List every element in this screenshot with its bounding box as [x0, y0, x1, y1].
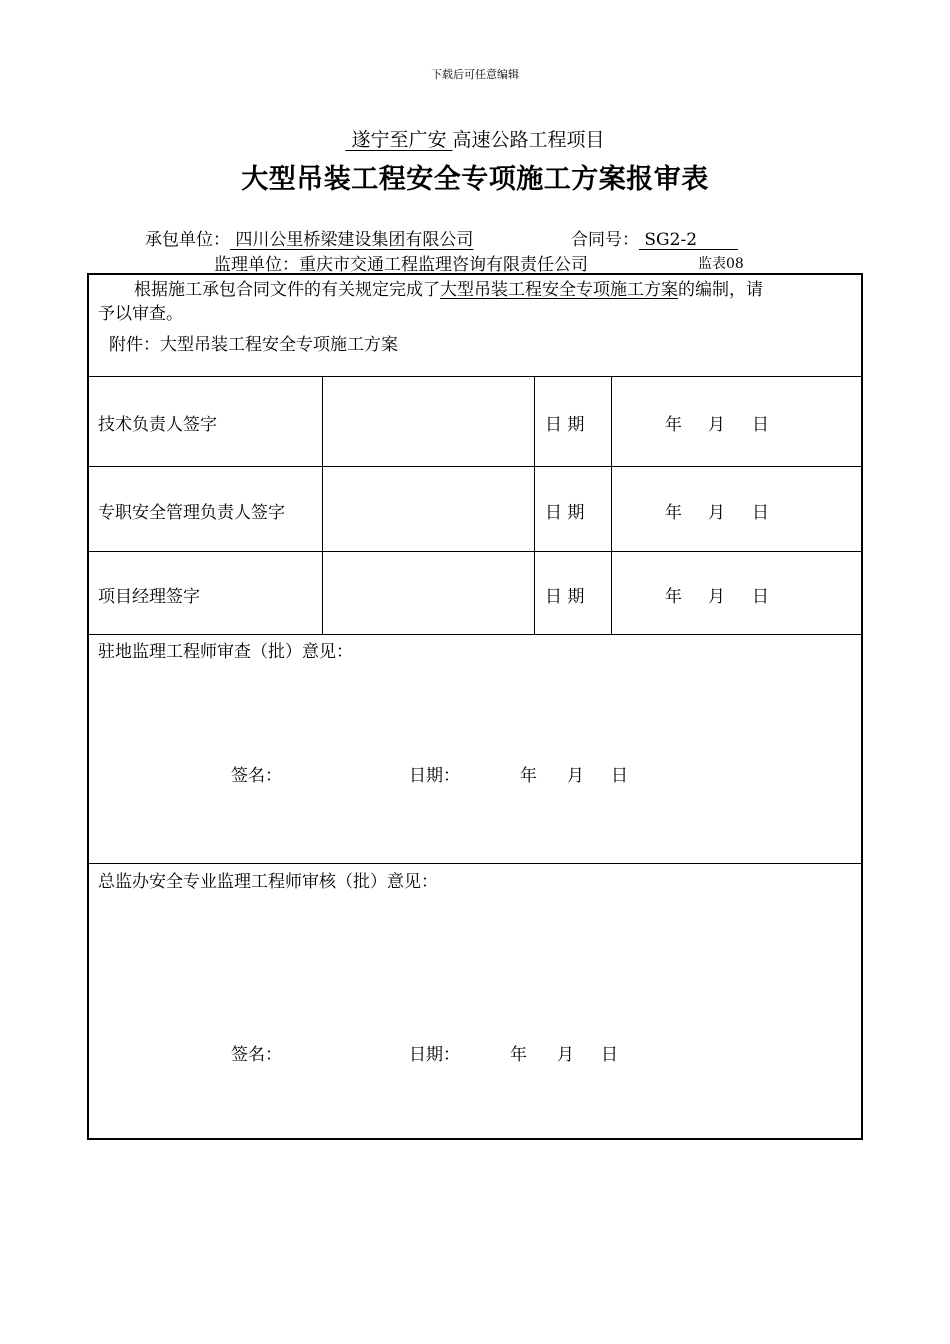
column-divider: [322, 376, 323, 634]
header-note: 下载后可任意编辑: [431, 68, 519, 81]
project-line: [0, 125, 950, 152]
chief-date-label: 日期：: [409, 1045, 460, 1065]
resident-review-heading: 驻地监理工程师审查（批）意见：: [98, 642, 353, 662]
row-divider: [89, 634, 861, 635]
sign-row-day: 日: [752, 503, 769, 523]
sign-row-year: 年: [665, 503, 682, 523]
project-route: [345, 129, 452, 151]
statement-text-line2: 予以审查。: [98, 304, 183, 324]
supervisor-label: 监理单位：: [214, 255, 299, 275]
contract-label: 合同号：: [571, 230, 639, 250]
chief-day: 日: [601, 1045, 618, 1065]
sign-row-month: 月: [708, 587, 725, 607]
contract-value-wrap: [639, 231, 738, 250]
statement-text: 根据施工承包合同文件的有关规定完成了: [134, 280, 440, 300]
row-divider: [89, 551, 861, 552]
sign-row-label-tech-lead: 技术负责人签字: [98, 415, 217, 435]
contractor-value-wrap: [230, 230, 473, 250]
sign-row-date-label: 日 期: [545, 587, 585, 607]
sign-row-label-safety-manager: 专职安全管理负责人签字: [98, 503, 285, 523]
project-route-text: 遂宁至广安: [351, 129, 447, 151]
sign-row-day: 日: [752, 415, 769, 435]
row-divider: [89, 863, 861, 864]
resident-year: 年: [520, 766, 537, 786]
statement-text-end: 的编制，请: [678, 280, 763, 300]
row-divider: [89, 376, 861, 377]
column-divider: [611, 376, 612, 634]
contract-value: SG2-2: [644, 230, 698, 250]
column-divider: [534, 376, 535, 634]
contractor-value: 四川公里桥梁建设集团有限公司: [235, 230, 474, 250]
chief-review-heading: 总监办安全专业监理工程师审核（批）意见：: [98, 872, 438, 892]
chief-month: 月: [557, 1045, 574, 1065]
project-suffix: 高速公路工程项目: [452, 129, 605, 151]
approval-form-table: [87, 273, 863, 1140]
statement-paragraph: [98, 278, 850, 326]
chief-sign-label: 签名：: [231, 1045, 282, 1065]
contractor-label: 承包单位：: [145, 230, 230, 250]
sign-row-month: 月: [708, 415, 725, 435]
contractor-line: [145, 225, 473, 250]
sign-row-month: 月: [708, 503, 725, 523]
sign-row-date-label: 日 期: [545, 415, 585, 435]
row-divider: [89, 466, 861, 467]
statement-attachment: 附件：大型吊装工程安全专项施工方案: [109, 335, 398, 355]
contract-line: [571, 225, 738, 250]
sign-row-year: 年: [665, 415, 682, 435]
sign-row-label-project-manager: 项目经理签字: [98, 587, 200, 607]
resident-day: 日: [611, 766, 628, 786]
supervisor-line: [214, 250, 588, 275]
resident-date-label: 日期：: [409, 766, 460, 786]
resident-sign-label: 签名：: [231, 766, 282, 786]
supervisor-value: 重庆市交通工程监理咨询有限责任公司: [299, 255, 588, 275]
sign-row-year: 年: [665, 587, 682, 607]
statement-plan-name: 大型吊装工程安全专项施工方案: [440, 280, 678, 300]
sign-row-day: 日: [752, 587, 769, 607]
form-number: 监表08: [698, 256, 744, 272]
sign-row-date-label: 日 期: [545, 503, 585, 523]
document-title: 大型吊装工程安全专项施工方案报审表: [241, 164, 709, 195]
resident-month: 月: [567, 766, 584, 786]
chief-year: 年: [510, 1045, 527, 1065]
